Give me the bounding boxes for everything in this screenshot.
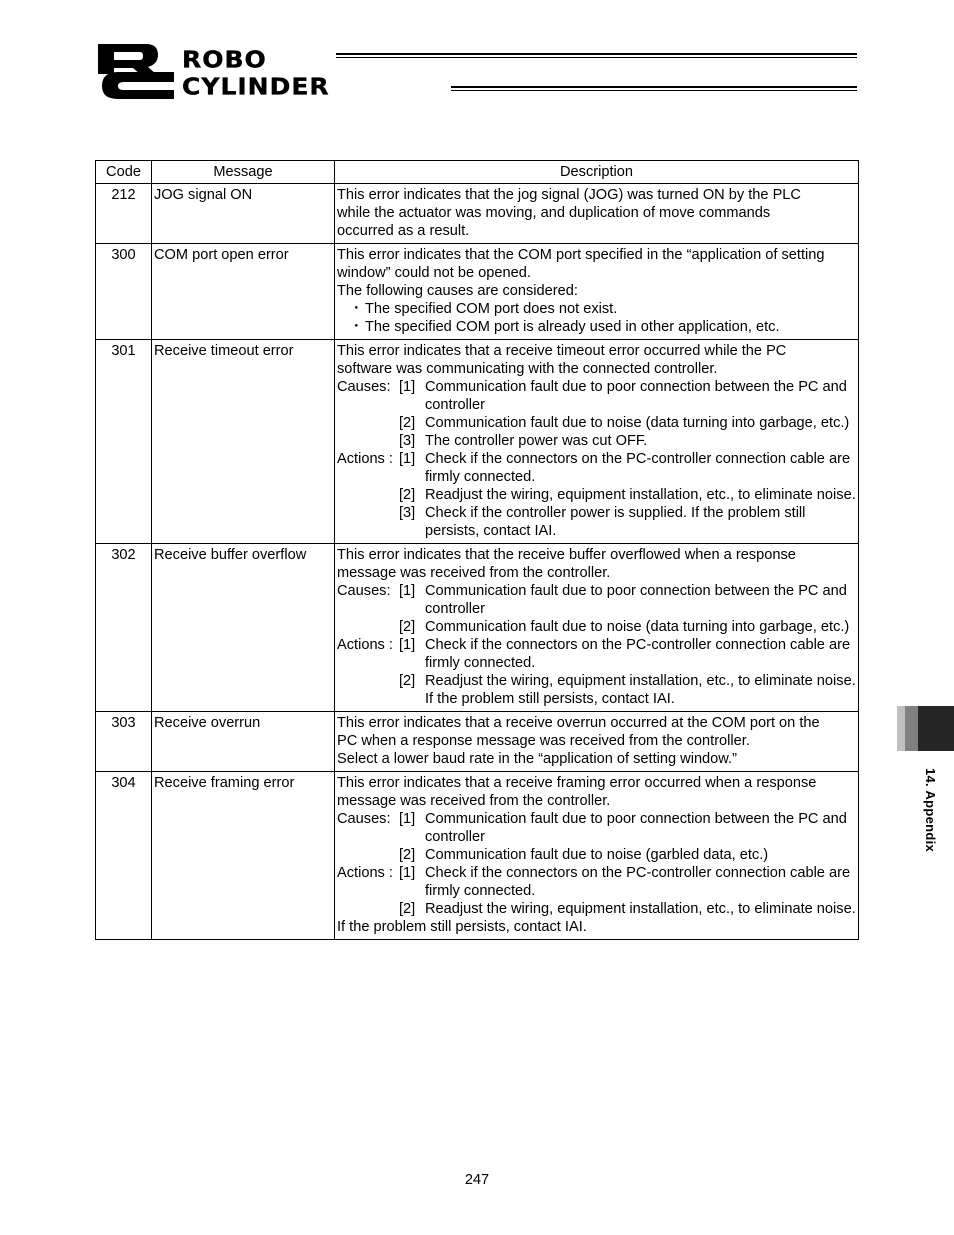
logo-text-robo: ROBO (182, 46, 267, 73)
header-rule-bottom (451, 86, 857, 88)
cause-number: [2] (399, 847, 416, 863)
cause-label: Causes: (337, 811, 391, 827)
header-rule-top-thin (336, 57, 857, 58)
description-line: message was received from the controller. (337, 793, 611, 809)
cause-text: The controller power was cut OFF. (425, 433, 648, 449)
description-line: This error indicates that a receive framing error occurred when a response (337, 775, 817, 791)
cause-item (337, 378, 856, 414)
cause-text: Communication fault due to poor connection between the PC and controller (425, 379, 847, 413)
action-number: [2] (399, 673, 416, 689)
robo-cylinder-logo (96, 42, 438, 100)
error-message-cell: Receive timeout error (152, 340, 335, 544)
error-code-cell: 303 (96, 712, 152, 772)
description-line: window” could not be opened. (337, 265, 531, 281)
action-text: Check if the controller power is supplied. If the problem still persists, contact IAI. (425, 505, 806, 539)
error-code-cell: 212 (96, 184, 152, 244)
bullet-text: The specified COM port does not exist. (365, 301, 618, 317)
chapter-tab-light (897, 706, 905, 751)
page-number: 247 (464, 1172, 490, 1188)
error-description-cell (335, 244, 859, 340)
table-row (96, 544, 859, 712)
error-message-cell: JOG signal ON (152, 184, 335, 244)
action-text: Check if the connectors on the PC-controller connection cable are firmly connected. (425, 451, 851, 485)
description-line: Select a lower baud rate in the “application of setting window.” (337, 751, 737, 767)
description-bullet (337, 300, 856, 318)
description-line: This error indicates that the jog signal (JOG) was turned ON by the PLC (337, 187, 801, 203)
action-item (337, 486, 856, 504)
error-code-cell: 300 (96, 244, 152, 340)
error-message-cell: Receive buffer overflow (152, 544, 335, 712)
cause-item (337, 414, 856, 432)
chapter-tab-dark (918, 706, 954, 751)
action-text: Check if the connectors on the PC-controller connection cable are firmly connected. (425, 865, 851, 899)
cause-label: Causes: (337, 583, 391, 599)
error-code-cell: 302 (96, 544, 152, 712)
cause-item (337, 618, 856, 636)
header-message: Message (152, 161, 335, 184)
action-label: Actions : (337, 637, 393, 653)
action-text: Readjust the wiring, equipment installation, etc., to eliminate noise. If the problem still persists, contact IAI. (425, 673, 856, 707)
action-text: Readjust the wiring, equipment installation, etc., to eliminate noise. (425, 901, 856, 917)
action-label (337, 900, 399, 918)
bullet-dot-icon: ・ (349, 319, 364, 335)
chapter-tab-mid (905, 706, 918, 751)
error-code-table (95, 160, 859, 940)
description-line: while the actuator was moving, and duplication of move commands (337, 205, 771, 221)
error-description-cell (335, 184, 859, 244)
description-line: occurred as a result. (337, 223, 470, 239)
description-line: This error indicates that the COM port specified in the “application of setting (337, 247, 825, 263)
header-rule-bottom-thin (451, 90, 857, 91)
cause-label: Causes: (337, 379, 391, 395)
description-line: message was received from the controller. (337, 565, 611, 581)
cause-item (337, 432, 856, 450)
action-label (337, 504, 399, 540)
error-code-cell: 304 (96, 772, 152, 940)
cause-text: Communication fault due to noise (data turning into garbage, etc.) (425, 415, 850, 431)
cause-text: Communication fault due to poor connection between the PC and controller (425, 583, 847, 617)
description-line: PC when a response message was received from the controller. (337, 733, 750, 749)
action-text: Readjust the wiring, equipment installation, etc., to eliminate noise. (425, 487, 856, 503)
rc-logo-mark-icon (96, 42, 178, 100)
description-line: This error indicates that a receive timeout error occurred while the PC (337, 343, 787, 359)
table-row (96, 712, 859, 772)
action-item (337, 504, 856, 540)
action-item (337, 672, 856, 708)
error-message-cell: COM port open error (152, 244, 335, 340)
cause-item (337, 846, 856, 864)
table-row (96, 340, 859, 544)
action-number: [2] (399, 487, 416, 503)
table-row (96, 184, 859, 244)
cause-label (337, 618, 399, 636)
action-number: [2] (399, 901, 416, 917)
action-text: Check if the connectors on the PC-controller connection cable are firmly connected. (425, 637, 851, 671)
action-item (337, 864, 856, 900)
cause-label (337, 846, 399, 864)
error-message-cell: Receive overrun (152, 712, 335, 772)
cause-number: [1] (399, 379, 416, 395)
cause-item (337, 810, 856, 846)
action-number: [1] (399, 637, 416, 653)
table-header-row (96, 161, 859, 184)
description-line: The following causes are considered: (337, 283, 578, 299)
action-number: [1] (399, 865, 416, 881)
action-label: Actions : (337, 451, 393, 467)
header-rule-top (336, 53, 857, 55)
logo-text-cylinder: CYLINDER (182, 73, 330, 100)
header-code: Code (96, 161, 152, 184)
cause-label (337, 432, 399, 450)
description-line: This error indicates that the receive buffer overflowed when a response (337, 547, 796, 563)
cause-item (337, 582, 856, 618)
action-label (337, 486, 399, 504)
action-item (337, 636, 856, 672)
error-code-cell: 301 (96, 340, 152, 544)
table-row (96, 772, 859, 940)
action-label: Actions : (337, 865, 393, 881)
error-description-cell (335, 712, 859, 772)
cause-text: Communication fault due to noise (garbled data, etc.) (425, 847, 769, 863)
error-message-cell: Receive framing error (152, 772, 335, 940)
cause-label (337, 414, 399, 432)
bullet-dot-icon: ・ (349, 301, 364, 317)
cause-number: [1] (399, 583, 416, 599)
cause-text: Communication fault due to poor connection between the PC and controller (425, 811, 847, 845)
description-bullet (337, 318, 856, 336)
action-item (337, 900, 856, 918)
bullet-text: The specified COM port is already used in other application, etc. (365, 319, 780, 335)
error-description-cell (335, 340, 859, 544)
chapter-label: 14. Appendix (923, 768, 938, 853)
cause-number: [3] (399, 433, 416, 449)
description-footer-line: If the problem still persists, contact IAI. (337, 919, 587, 935)
cause-number: [2] (399, 619, 416, 635)
error-description-cell (335, 772, 859, 940)
action-number: [3] (399, 505, 416, 521)
description-line: software was communicating with the connected controller. (337, 361, 718, 377)
table-row (96, 244, 859, 340)
action-item (337, 450, 856, 486)
action-number: [1] (399, 451, 416, 467)
description-line: This error indicates that a receive overrun occurred at the COM port on the (337, 715, 820, 731)
cause-text: Communication fault due to noise (data turning into garbage, etc.) (425, 619, 850, 635)
cause-number: [2] (399, 415, 416, 431)
error-description-cell (335, 544, 859, 712)
action-label (337, 672, 399, 708)
header-description: Description (335, 161, 859, 184)
cause-number: [1] (399, 811, 416, 827)
